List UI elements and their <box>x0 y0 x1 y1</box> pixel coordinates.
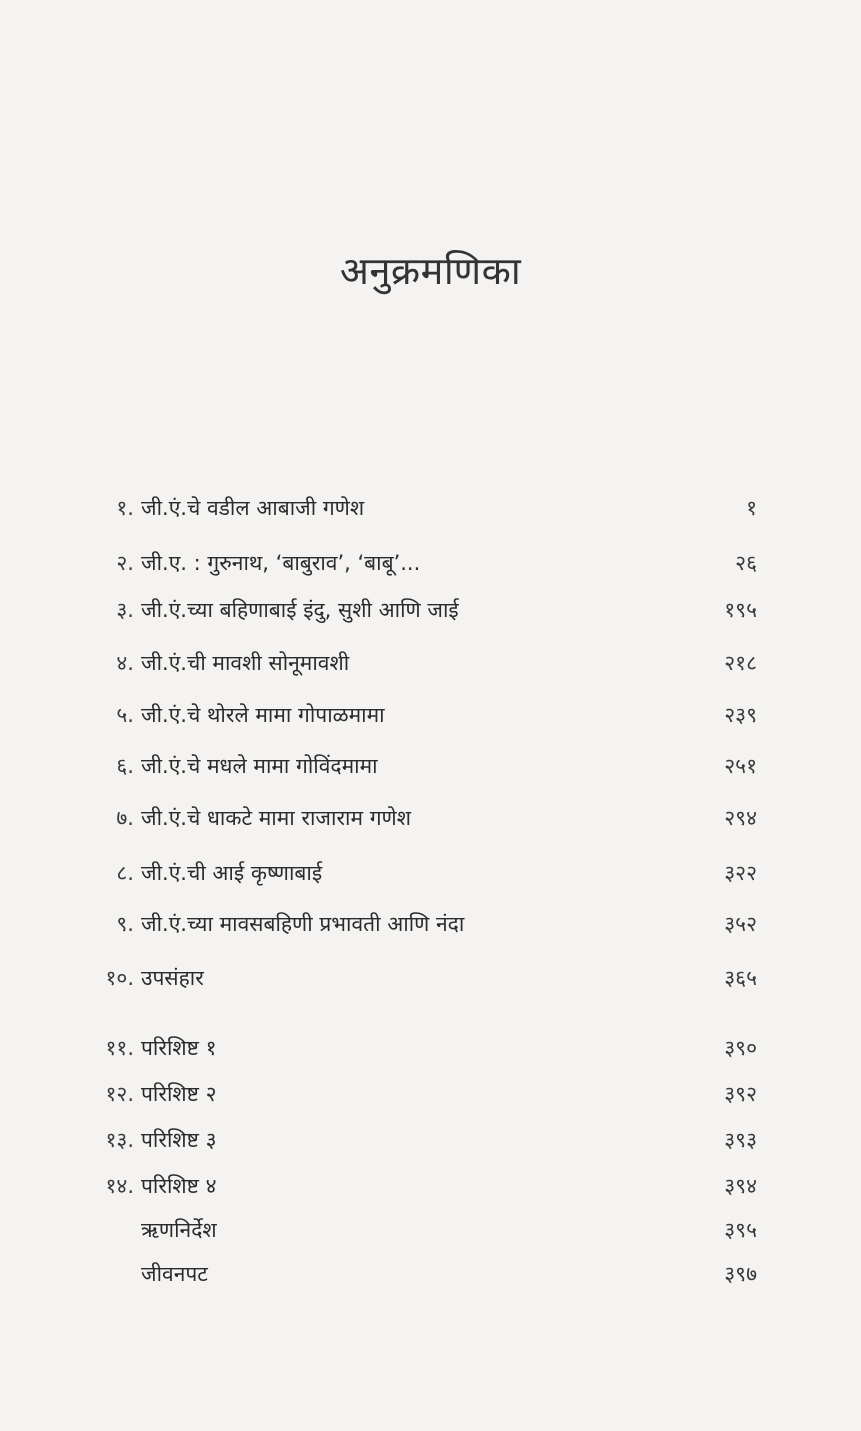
toc-entry <box>0 643 861 683</box>
toc-entry <box>0 488 861 528</box>
entry-page: ३९४ <box>724 1174 757 1198</box>
entry-number: १४. <box>105 1174 134 1198</box>
entry-title: परिशिष्ट २ <box>141 1082 217 1106</box>
entry-page: ३६५ <box>724 966 757 990</box>
entry-number: २. <box>116 551 134 575</box>
entry-title: जी.एं.च्या मावसबहिणी प्रभावती आणि नंदा <box>141 912 465 936</box>
entry-number: ५. <box>116 703 134 727</box>
toc-entry <box>0 746 861 786</box>
entry-page: ३९३ <box>724 1128 757 1152</box>
entry-page: १ <box>746 496 757 520</box>
entry-number: ४. <box>116 651 134 675</box>
entry-title: उपसंहार <box>141 966 204 990</box>
entry-title: जीवनपट <box>141 1262 208 1286</box>
entry-title: जी.एं.चे वडील आबाजी गणेश <box>141 496 365 520</box>
entry-page: १९५ <box>724 598 757 622</box>
entry-title: जी.एं.ची मावशी सोनूमावशी <box>141 651 350 675</box>
entry-number: ७. <box>116 806 134 830</box>
entry-title: परिशिष्ट ३ <box>141 1128 217 1152</box>
entry-title: जी.एं.चे थोरले मामा गोपाळमामा <box>141 703 385 727</box>
entry-page: ३९५ <box>724 1218 757 1242</box>
toc-entry <box>0 798 861 838</box>
toc-entry <box>0 958 861 998</box>
entry-number: १३. <box>105 1128 134 1152</box>
entry-number: ३. <box>116 598 134 622</box>
entry-title: ऋणनिर्देश <box>141 1218 217 1242</box>
entry-page: २५१ <box>724 754 757 778</box>
entry-page: २६ <box>735 551 757 575</box>
entry-page: २१८ <box>724 651 757 675</box>
entry-number: ९. <box>116 912 134 936</box>
entry-title: परिशिष्ट ४ <box>141 1174 217 1198</box>
entry-page: २९४ <box>724 806 757 830</box>
entry-number: १०. <box>105 966 134 990</box>
entry-title: जी.एं.चे मधले मामा गोविंदमामा <box>141 754 378 778</box>
entry-page: २३९ <box>724 703 757 727</box>
entry-page: ३२२ <box>724 861 757 885</box>
toc-entry <box>0 904 861 944</box>
page-title: अनुक्रमणिका <box>339 249 522 293</box>
entry-title: परिशिष्ट १ <box>141 1036 217 1060</box>
toc-entry <box>0 1120 861 1160</box>
toc-entry <box>0 1028 861 1068</box>
entry-page: ३९२ <box>724 1082 757 1106</box>
entry-number: ८. <box>116 861 134 885</box>
toc-entry <box>0 853 861 893</box>
toc-entry <box>0 695 861 735</box>
entry-number: १२. <box>105 1082 134 1106</box>
toc-entry <box>0 543 861 583</box>
toc-entry <box>0 1074 861 1114</box>
entry-number: ११. <box>105 1036 134 1060</box>
entry-title: जी.एं.चे धाकटे मामा राजाराम गणेश <box>141 806 412 830</box>
toc-entry <box>0 1166 861 1206</box>
entry-title: जी.ए. : गुरुनाथ, ‘बाबुराव’, ‘बाबू’... <box>141 551 421 575</box>
entry-page: ३५२ <box>724 912 757 936</box>
entry-number: १. <box>116 496 134 520</box>
entry-title: जी.एं.च्या बहिणाबाई इंदु, सुशी आणि जाई <box>141 598 459 622</box>
entry-page: ३९७ <box>724 1262 757 1286</box>
toc-entry <box>0 1210 861 1250</box>
entry-page: ३९० <box>724 1036 757 1060</box>
entry-number: ६. <box>116 754 134 778</box>
entry-title: जी.एं.ची आई कृष्णाबाई <box>141 861 323 885</box>
toc-entry <box>0 1254 861 1294</box>
toc-entry <box>0 590 861 630</box>
